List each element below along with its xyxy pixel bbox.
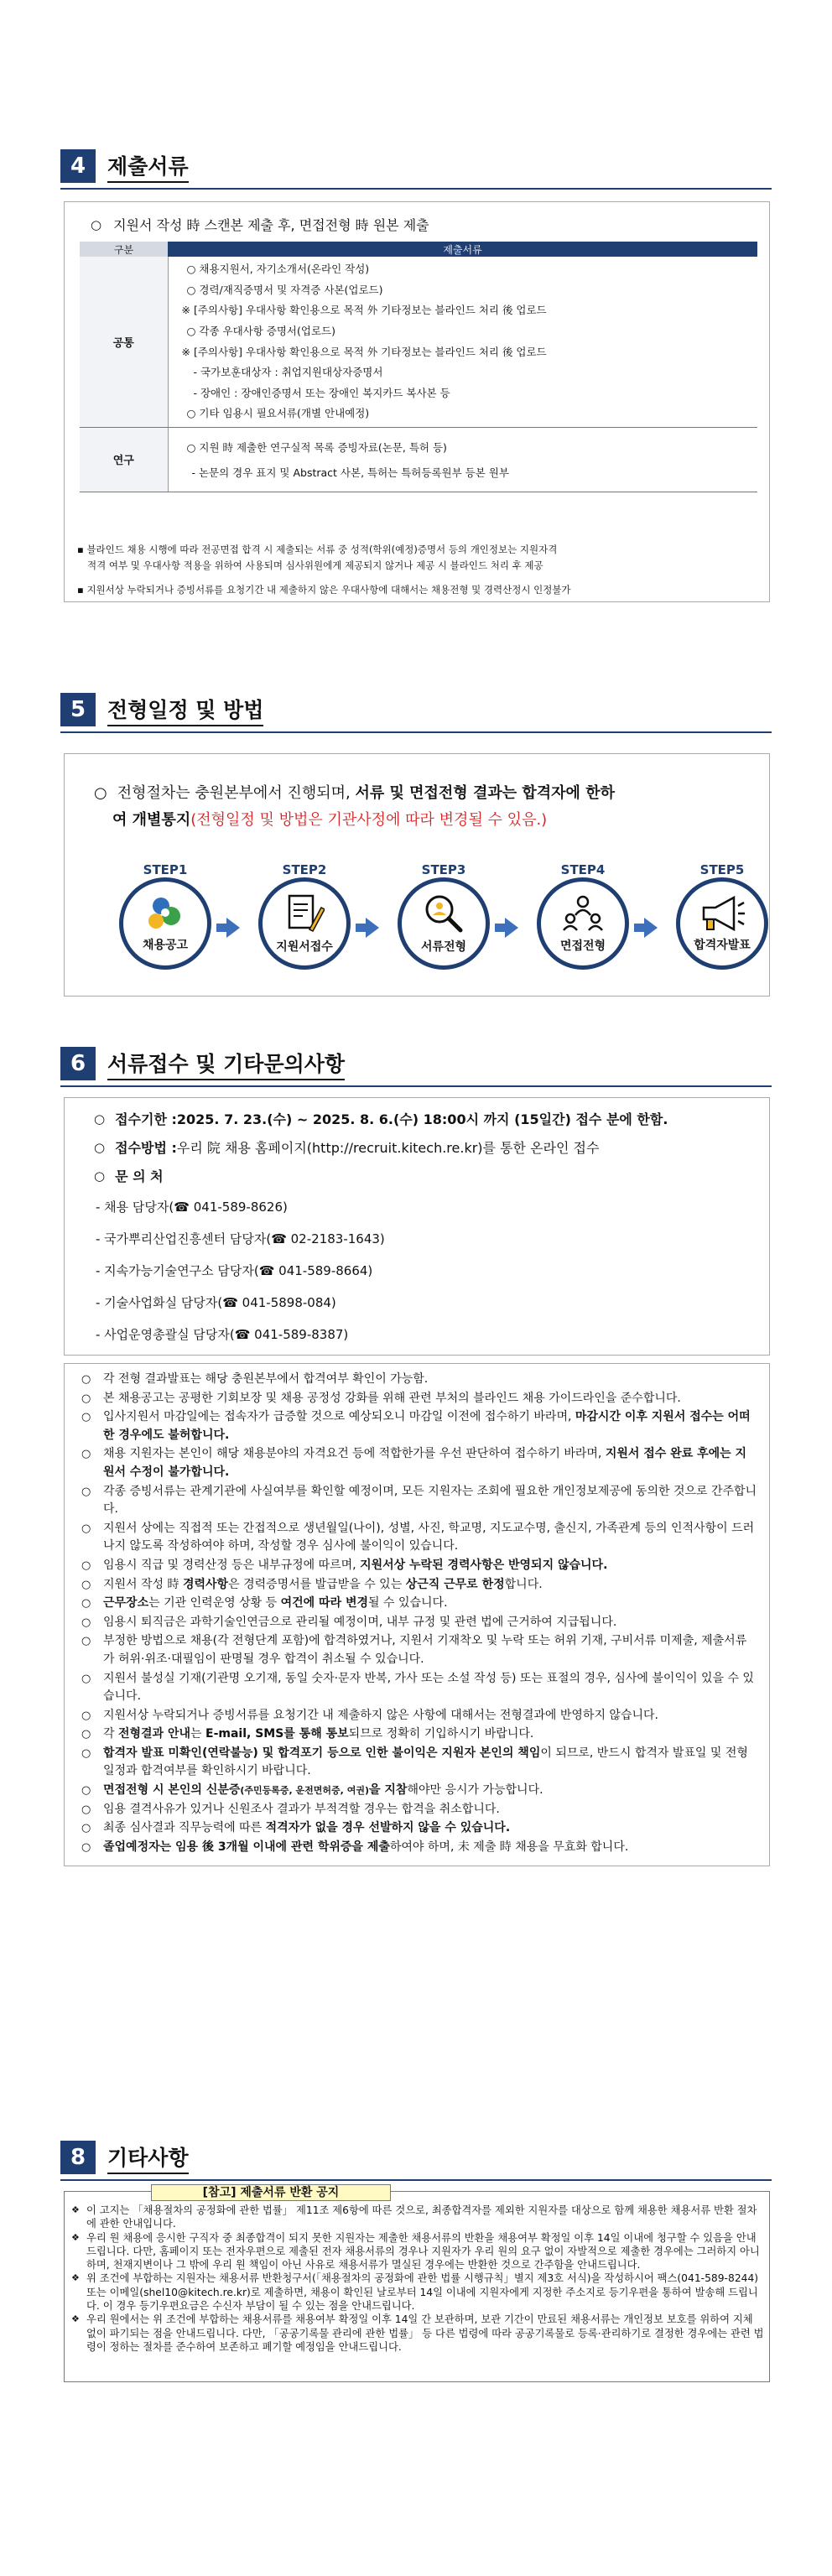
list-item: ○ 입사지원서 마감일에는 접속자가 급증할 것으로 예상되오니 마감일 이전에 접수하기 바라며, 마감시간 이후 지원서 접수는 어떠한 경우에도 불허합니다. <box>81 1410 751 1442</box>
list-item: ❖ 우리 원에서는 위 조건에 부합하는 채용서류를 채용여부 확정일 이후 14일 간 보관하며, 보관 기간이 만료된 채용서류는 개인정보 보호를 위하여 지체 없이 파기되는 점을 안내드립니다. 다만, 「공공기록물 관리에 관한 법률」 등 다른 법령에 따라 공공기록물로 등록·관리하기로 결정한 경우에는 관련 법령이 정하는 절차를 준수하여 보존하고 폐기할 예정임을 안내드립니다. <box>71 2313 764 2353</box>
lead-bold: 서류 및 면접전형 결과는 합격자에 한하 <box>355 784 615 802</box>
doc-line: - 국가보훈대상자 : 취업지원대상자증명서 <box>193 366 383 379</box>
period-value: 2025. 7. 23.(수) ~ 2025. 8. 6.(수) 18:00시 까지 (15일간) 접수 분에 한함. <box>176 1111 668 1127</box>
reference-title: [참고] 제출서류 반환 공지 <box>151 2184 391 2201</box>
arrow-right-icon <box>505 918 518 938</box>
bullet-icon: ○ <box>94 1139 106 1155</box>
table-row <box>80 427 757 492</box>
list-item: ○ 근무장소는 기관 인력운영 상황 등 여건에 따라 변경될 수 있습니다. <box>81 1596 448 1611</box>
list-item: ❖ 이 고지는 「채용절차의 공정화에 관한 법률」 제11조 제6항에 따른 것으로, 최종합격자를 제외한 지원자를 대상으로 함께 채용한 채용서류 반환 절차에 관한 안내입니다. <box>71 2204 757 2230</box>
list-item: ❖ 위 조건에 부합하는 지원자는 채용서류 반환청구서(「채용절차의 공정화에 관한 법률 시행규칙」별지 제3호 서식)을 작성하시어 팩스(041-589-8244) 또는 이메일(shel10@kitech.re.kr)로 제출하면, 채용이 확인된 날로부터 14일 이내에 지원자에게 지정한 주소지로 등기우편을 통하여 발송해 드립니다. 이 경우 등기우편요금은 수신자 부담이 될 수 있는 점을 안내드립니다. <box>71 2272 759 2313</box>
contact-item: - 기술사업화실 담당자(☎ 041-5898-084) <box>96 1295 336 1310</box>
recruit-logo-icon <box>143 894 188 933</box>
step-document-screening <box>398 877 490 970</box>
inquiry-heading <box>94 1166 164 1185</box>
documents-table <box>80 242 757 492</box>
doc-line: - 논문의 경우 표지 및 Abstract 사본, 특허는 특허등록원부 등본 원부 <box>191 466 509 479</box>
step-recruit-notice <box>119 877 211 970</box>
table-row <box>80 257 757 427</box>
step-caption: 면접전형 <box>559 939 606 953</box>
doc-line: ○ 채용지원서, 자기소개서(온라인 작성) <box>186 263 370 276</box>
step-caption: 합격자발표 <box>694 939 751 952</box>
section-divider <box>60 731 772 733</box>
step-label: STEP1 <box>143 862 188 877</box>
doc-line: ○ 경력/재직증명서 및 자격증 사본(업로드) <box>186 283 383 296</box>
arrow-right-icon <box>226 918 240 938</box>
section-title: 제출서류 <box>107 150 189 183</box>
list-item: ○ 각종 증빙서류는 관계기관에 사실여부를 확인할 예정이며, 모든 지원자는 조회에 필요한 개인정보제공에 동의한 것으로 간주합니다. <box>81 1484 757 1517</box>
step-winners-announcement <box>676 877 768 970</box>
step-label: STEP3 <box>421 862 466 877</box>
application-period <box>94 1109 668 1128</box>
list-item: ○ 지원서 불성실 기재(기관명 오기재, 동일 숫자·문자 반복, 가사 또는 소설 작성 등) 또는 표절의 경우, 심사에 불이익이 있을 수 있습니다. <box>81 1671 754 1704</box>
section-number: 6 <box>60 1047 96 1080</box>
list-item: ○ 지원서상 누락되거나 증빙서류를 요청기간 내 제출하지 않은 사항에 대해서는 전형결과에 반영하지 않습니다. <box>81 1708 658 1722</box>
row-category: 공통 <box>80 257 168 427</box>
phone-icon: ☎ <box>234 1327 251 1342</box>
doc-line: - 장애인 : 장애인증명서 또는 장애인 복지카드 복사본 등 <box>193 386 450 399</box>
application-method <box>94 1137 599 1157</box>
contact-phone[interactable]: 041-589-8387) <box>250 1327 349 1342</box>
bullet-icon: ○ <box>91 216 102 232</box>
arrow-right-icon <box>644 918 658 938</box>
reference-box <box>64 2191 770 2382</box>
lead-text: 전형절차는 충원본부에서 진행되며, <box>117 784 356 802</box>
contact-phone[interactable]: 041-5898-084) <box>237 1295 336 1310</box>
list-item: ○ 각 전형 결과발표는 해당 충원본부에서 합격여부 확인이 가능함. <box>81 1372 429 1386</box>
step-application <box>258 877 351 970</box>
section-title: 기타사항 <box>107 2141 189 2174</box>
section-title: 서류접수 및 기타문의사항 <box>107 1048 345 1080</box>
phone-icon: ☎ <box>174 1200 190 1215</box>
period-label: 접수기한 : <box>115 1111 177 1127</box>
contact-phone[interactable]: 041-589-8626) <box>193 1200 288 1215</box>
application-info-box <box>64 1097 770 1356</box>
doc-line: ○ 각종 우대사항 증명서(업로드) <box>186 325 335 338</box>
section-divider <box>60 1085 772 1087</box>
list-item: ❖ 우리 원 채용에 응시한 구직자 중 최종합격이 되지 못한 지원자는 제출한 채용서류의 반환을 채용여부 확정일 이후 14일 이내에 청구할 수 있음을 안내드립니다. 다만, 홈페이지 또는 전자우편으로 제출된 전자 채용서류의 경우나 지원자가 우리 원의 요구 없이 자발적으로 제출한 경우에는 그러하지 아니하며, 천재지변이나 그 밖에 우리 원 책임이 아닌 사유로 채용서류가 멸실된 경우에는 반환한 것으로 간주함을 안내드립니다. <box>71 2231 760 2272</box>
section-8-header <box>60 2141 189 2174</box>
list-item: ○ 임용 결격사유가 있거나 신원조사 결과가 부적격할 경우는 합격을 취소합니다. <box>81 1802 500 1816</box>
document-pen-icon <box>284 892 325 934</box>
step-interview <box>537 877 629 970</box>
contact-item: - 국가뿌리산업진흥센터 담당자(☎ 02-2183-1643) <box>96 1231 385 1246</box>
guidelines-box <box>64 1363 770 1866</box>
step-caption: 서류전형 <box>420 940 467 954</box>
phone-icon: ☎ <box>258 1263 275 1278</box>
bullet-icon: ○ <box>94 1111 106 1127</box>
note-line: ▪ 블라인드 채용 시행에 따라 전공면접 합격 시 제출되는 서류 중 성적(학위(예정)증명서 등의 개인정보는 지원자격 <box>77 544 558 555</box>
section-4-header <box>60 149 189 183</box>
lead-bold: 여 개별통지 <box>112 811 191 829</box>
arrow-right-icon <box>366 918 379 938</box>
diamond-icon: ❖ <box>71 2231 80 2243</box>
list-item: ○ 면접전형 시 본인의 신분증(주민등록증, 운전면허증, 여권)을 지참해야만 응시가 가능합니다. <box>81 1783 543 1798</box>
megaphone-icon <box>699 894 746 933</box>
lead-red: (전형일정 및 방법은 기관사정에 따라 변경될 수 있음.) <box>190 811 548 829</box>
recruit-homepage-link[interactable]: 우리 院 채용 홈페이지(http://recruit.kitech.re.kr)를 통한 온라인 접수 <box>176 1140 600 1156</box>
contact-item: - 채용 담당자(☎ 041-589-8626) <box>96 1200 288 1215</box>
col-header-category: 구분 <box>80 242 168 257</box>
phone-icon: ☎ <box>222 1295 238 1310</box>
interview-people-icon <box>560 893 606 934</box>
section-number: 8 <box>60 2141 96 2174</box>
contact-item: - 지속가능기술연구소 담당자(☎ 041-589-8664) <box>96 1263 373 1278</box>
bullet-icon: ○ <box>94 1168 106 1184</box>
doc-line: ○ 지원 時 제출한 연구실적 목록 증빙자료(논문, 특허 등) <box>186 440 447 454</box>
doc-line: ※ [주의사항] 우대사항 확인용으로 목적 外 기타정보는 블라인드 처리 後 업로드 <box>181 304 547 317</box>
list-item: ○ 임용시 직급 및 경력산정 등은 내부규정에 따르며, 지원서상 누락된 경력사항은 반영되지 않습니다. <box>81 1558 608 1572</box>
contact-item: - 사업운영총괄실 담당자(☎ 041-589-8387) <box>96 1327 349 1342</box>
diamond-icon: ❖ <box>71 2204 80 2215</box>
magnifier-person-icon <box>423 892 465 934</box>
section-6-header <box>60 1047 345 1080</box>
col-header-documents: 제출서류 <box>168 242 757 257</box>
list-item: ○ 임용시 퇴직금은 과학기술인연금으로 관리될 예정이며, 내부 규정 및 관련 법에 근거하여 지급됩니다. <box>81 1615 617 1629</box>
method-label: 접수방법 : <box>115 1140 177 1156</box>
diamond-icon: ❖ <box>71 2272 80 2284</box>
documents-lead <box>91 215 429 234</box>
note-line: 적격 여부 및 우대사항 적용을 위하여 사용되며 심사위원에게 제공되지 않거나 제공 시 블라인드 처리 후 제공 <box>87 559 543 571</box>
section-number: 5 <box>60 693 96 726</box>
list-item: ○ 지원서 상에는 직접적 또는 간접적으로 생년월일(나이), 성별, 사진, 학교명, 지도교수명, 출신지, 가족관계 등의 인적사항이 드러나지 않도록 작성하여야 하며, 작성할 경우 심사에 불이익이 있습니다. <box>81 1521 755 1553</box>
inquiry-label: 문 의 처 <box>115 1168 164 1184</box>
step-caption: 채용공고 <box>142 939 189 952</box>
step-label: STEP5 <box>699 862 745 877</box>
section-divider <box>60 2179 772 2181</box>
list-item: ○ 합격자 발표 미확인(연락불능) 및 합격포기 등으로 인한 불이익은 지원자 본인의 책임이 되므로, 반드시 합격자 발표일 및 전형일정과 합격여부를 확인하시기 바랍니다. <box>81 1746 748 1778</box>
documents-notes <box>77 542 571 598</box>
note-line: ▪ 지원서상 누락되거나 증빙서류를 요청기간 내 제출하지 않은 우대사항에 대해서는 채용전형 및 경력산정시 인정불가 <box>77 584 571 596</box>
doc-line: ※ [주의사항] 우대사항 확인용으로 목적 外 기타정보는 블라인드 처리 後 업로드 <box>181 345 547 358</box>
schedule-lead <box>94 780 765 834</box>
list-item: ○ 본 채용공고는 공평한 기회보장 및 채용 공정성 강화를 위해 관련 부처의 블라인드 채용 가이드라인을 준수합니다. <box>81 1391 681 1405</box>
section-5-header <box>60 693 263 726</box>
step-label: STEP4 <box>560 862 606 877</box>
section-title: 전형일정 및 방법 <box>107 694 263 726</box>
section-number: 4 <box>60 149 96 183</box>
list-item: ○ 채용 지원자는 본인이 해당 채용분야의 자격요건 등에 적합한가를 우선 판단하여 접수하기 바라며, 지원서 접수 완료 후에는 지원서 수정이 불가합니다. <box>81 1447 747 1479</box>
bullet-icon: ○ <box>94 784 107 802</box>
doc-line: ○ 기타 임용시 필요서류(개별 안내예정) <box>186 407 370 420</box>
contact-phone[interactable]: 02-2183-1643) <box>286 1231 385 1246</box>
row-category: 연구 <box>80 427 168 492</box>
diamond-icon: ❖ <box>71 2313 80 2325</box>
section-divider <box>60 188 772 190</box>
list-item: ○ 최종 심사결과 직무능력에 따른 적격자가 없을 경우 선발하지 않을 수 있습니다. <box>81 1821 511 1835</box>
step-label: STEP2 <box>282 862 327 877</box>
list-item: ○ 졸업예정자는 임용 後 3개월 이내에 관련 학위증을 제출하여야 하며, 未 제출 時 채용을 무효화 합니다. <box>81 1840 629 1854</box>
list-item: ○ 지원서 작성 時 경력사항은 경력증명서를 발급받을 수 있는 상근직 근무로 한정합니다. <box>81 1577 543 1591</box>
phone-icon: ☎ <box>271 1231 287 1246</box>
lead-text: 지원서 작성 時 스캔본 제출 후, 면접전형 時 원본 제출 <box>113 217 429 233</box>
list-item: ○ 각 전형결과 안내는 E-mail, SMS를 통해 통보되므로 정확히 기입하시기 바랍니다. <box>81 1727 534 1741</box>
contact-phone[interactable]: 041-589-8664) <box>278 1263 373 1278</box>
step-caption: 지원서접수 <box>276 940 333 954</box>
list-item: ○ 부정한 방법으로 채용(각 전형단계 포함)에 합격하였거나, 지원서 기재착오 및 누락 또는 허위 기재, 구비서류 미제출, 제출서류가 허위·위조·대필임이 판명될 경우 합격이 취소될 수 있습니다. <box>81 1634 747 1666</box>
